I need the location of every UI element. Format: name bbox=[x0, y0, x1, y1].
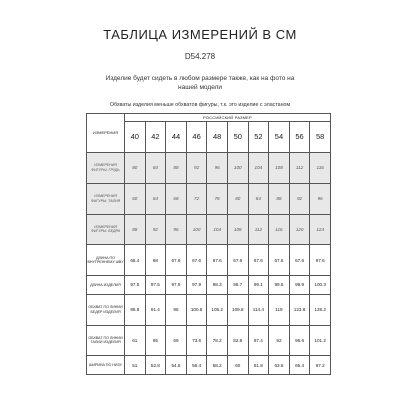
measurement-value: 109.8 bbox=[227, 294, 248, 325]
measurement-value: 56.4 bbox=[186, 356, 207, 375]
measurement-row bbox=[87, 214, 331, 245]
measurement-value: 99.5 bbox=[269, 276, 290, 295]
fit-note: Изделие будет сидеть в любом размере также, как на фото на нашей модели bbox=[105, 75, 295, 91]
size-group-header-row bbox=[87, 114, 331, 122]
measurement-value: 67.6 bbox=[269, 245, 290, 276]
measurement-row bbox=[87, 183, 331, 214]
measurement-value: 63.6 bbox=[269, 356, 290, 375]
measurement-value: 108 bbox=[227, 214, 248, 245]
measurement-label: ШИРИНА ПО НИЗУ bbox=[87, 356, 125, 375]
article-number: D54.278 bbox=[184, 52, 216, 61]
measurement-label: ИЗМЕРЕНИЯ ФИГУРЫ: ТАЛИЯ bbox=[87, 183, 125, 214]
size-table bbox=[86, 113, 331, 375]
measurement-value: 80 bbox=[227, 183, 248, 214]
measurement-value: 92 bbox=[186, 152, 207, 183]
measurement-value: 65 bbox=[145, 325, 166, 356]
page-title: ТАБЛИЦА ИЗМЕРЕНИЙ В СМ bbox=[103, 27, 297, 42]
measurements-header: ИЗМЕРЕНИЯ bbox=[87, 114, 125, 153]
size-header-cell: 40 bbox=[125, 122, 146, 153]
measurement-label: ДЛИНА ПО ВНУТРЕННЕМУ ШВУ bbox=[87, 245, 125, 276]
measurement-value: 67.6 bbox=[289, 245, 310, 276]
measurement-value: 60 bbox=[227, 356, 248, 375]
measurement-value: 68 bbox=[166, 183, 187, 214]
measurement-row bbox=[87, 152, 331, 183]
size-header-cell: 54 bbox=[269, 122, 290, 153]
measurement-value: 97.5 bbox=[145, 276, 166, 295]
size-header-cell: 52 bbox=[248, 122, 269, 153]
measurement-value: 96 bbox=[310, 183, 331, 214]
measurement-value: 88 bbox=[269, 183, 290, 214]
measurement-value: 68 bbox=[145, 245, 166, 276]
measurement-value: 86.8 bbox=[125, 294, 146, 325]
measurement-value: 101.2 bbox=[310, 325, 331, 356]
measurement-value: 114.4 bbox=[248, 294, 269, 325]
measurement-value: 99.9 bbox=[289, 276, 310, 295]
measurement-value: 84 bbox=[248, 183, 269, 214]
measurement-value: 96 bbox=[207, 152, 228, 183]
size-header-cell: 48 bbox=[207, 122, 228, 153]
measurement-value: 116 bbox=[310, 152, 331, 183]
size-header-cell: 44 bbox=[166, 122, 187, 153]
measurement-value: 84 bbox=[145, 152, 166, 183]
size-header-cell: 42 bbox=[145, 122, 166, 153]
measurement-label: ОБХВАТ ПО ЛИНИИ БЕДЕР ИЗДЕЛИЯ bbox=[87, 294, 125, 325]
size-header-cell: 46 bbox=[186, 122, 207, 153]
measurement-value: 87.4 bbox=[248, 325, 269, 356]
measurement-row bbox=[87, 356, 331, 375]
measurement-value: 52.8 bbox=[145, 356, 166, 375]
measurement-value: 105.2 bbox=[207, 294, 228, 325]
size-header-cell: 58 bbox=[310, 122, 331, 153]
measurement-value: 67.6 bbox=[227, 245, 248, 276]
measurement-value: 92 bbox=[145, 214, 166, 245]
measurement-value: 96 bbox=[166, 294, 187, 325]
measurement-value: 98.3 bbox=[207, 276, 228, 295]
size-header-cell: 56 bbox=[289, 122, 310, 153]
measurement-row bbox=[87, 276, 331, 295]
measurement-value: 67.6 bbox=[166, 245, 187, 276]
measurement-value: 69 bbox=[166, 325, 187, 356]
measurement-label: ДЛИНА ИЗДЕЛИЯ bbox=[87, 276, 125, 295]
measurement-label: ИЗМЕРЕНИЯ ФИГУРЫ: ГРУДЬ bbox=[87, 152, 125, 183]
measurement-label: ИЗМЕРЕНИЯ ФИГУРЫ: БЕДРА bbox=[87, 214, 125, 245]
measurement-value: 96.6 bbox=[289, 325, 310, 356]
measurement-value: 96 bbox=[166, 214, 187, 245]
measurement-value: 97.9 bbox=[186, 276, 207, 295]
measurement-value: 58.2 bbox=[207, 356, 228, 375]
measurement-value: 100.6 bbox=[186, 294, 207, 325]
measurement-value: 104 bbox=[207, 214, 228, 245]
measurement-value: 88 bbox=[166, 152, 187, 183]
girth-note: Обхваты изделия меньше обхватов фигуры, т.к. это изделие с эластаном bbox=[109, 102, 291, 108]
measurement-value: 73.6 bbox=[186, 325, 207, 356]
measurement-value: 100.3 bbox=[310, 276, 331, 295]
measurement-value: 124 bbox=[310, 214, 331, 245]
measurement-value: 88 bbox=[125, 214, 146, 245]
measurement-value: 78.2 bbox=[207, 325, 228, 356]
measurement-value: 91.4 bbox=[145, 294, 166, 325]
measurement-value: 92 bbox=[289, 183, 310, 214]
size-header-cell: 50 bbox=[227, 122, 248, 153]
measurement-value: 51 bbox=[125, 356, 146, 375]
measurement-value: 99.1 bbox=[248, 276, 269, 295]
measurement-value: 119 bbox=[269, 294, 290, 325]
measurement-value: 116 bbox=[269, 214, 290, 245]
measurement-value: 67.6 bbox=[248, 245, 269, 276]
measurement-value: 82.8 bbox=[227, 325, 248, 356]
measurement-value: 97.5 bbox=[125, 276, 146, 295]
measurement-value: 72 bbox=[186, 183, 207, 214]
measurement-value: 67.6 bbox=[207, 245, 228, 276]
measurement-value: 112 bbox=[248, 214, 269, 245]
measurement-value: 100 bbox=[227, 152, 248, 183]
measurement-value: 112 bbox=[289, 152, 310, 183]
measurement-value: 108 bbox=[269, 152, 290, 183]
russian-size-header: РОССИЙСКИЙ РАЗМЕР bbox=[125, 114, 331, 122]
measurement-value: 120 bbox=[289, 214, 310, 245]
measurement-value: 61.8 bbox=[248, 356, 269, 375]
measurement-value: 54.6 bbox=[166, 356, 187, 375]
measurement-value: 123.6 bbox=[289, 294, 310, 325]
measurement-value: 65.4 bbox=[289, 356, 310, 375]
measurement-row bbox=[87, 294, 331, 325]
measurement-value: 67.6 bbox=[186, 245, 207, 276]
measurement-value: 64 bbox=[145, 183, 166, 214]
measurement-value: 68.4 bbox=[125, 245, 146, 276]
measurement-row bbox=[87, 325, 331, 356]
measurement-row bbox=[87, 245, 331, 276]
measurement-value: 76 bbox=[207, 183, 228, 214]
measurement-value: 92 bbox=[269, 325, 290, 356]
measurement-value: 128.2 bbox=[310, 294, 331, 325]
measurement-label: ОБХВАТ ПО ЛИНИИ ТАЛИИ ИЗДЕЛИЯ bbox=[87, 325, 125, 356]
measurement-value: 104 bbox=[248, 152, 269, 183]
measurement-value: 100 bbox=[186, 214, 207, 245]
measurement-value: 61 bbox=[125, 325, 146, 356]
measurement-value: 67.6 bbox=[310, 245, 331, 276]
measurement-value: 67.2 bbox=[310, 356, 331, 375]
measurement-value: 60 bbox=[125, 183, 146, 214]
measurement-value: 98.7 bbox=[227, 276, 248, 295]
measurement-value: 80 bbox=[125, 152, 146, 183]
measurement-value: 97.5 bbox=[166, 276, 187, 295]
